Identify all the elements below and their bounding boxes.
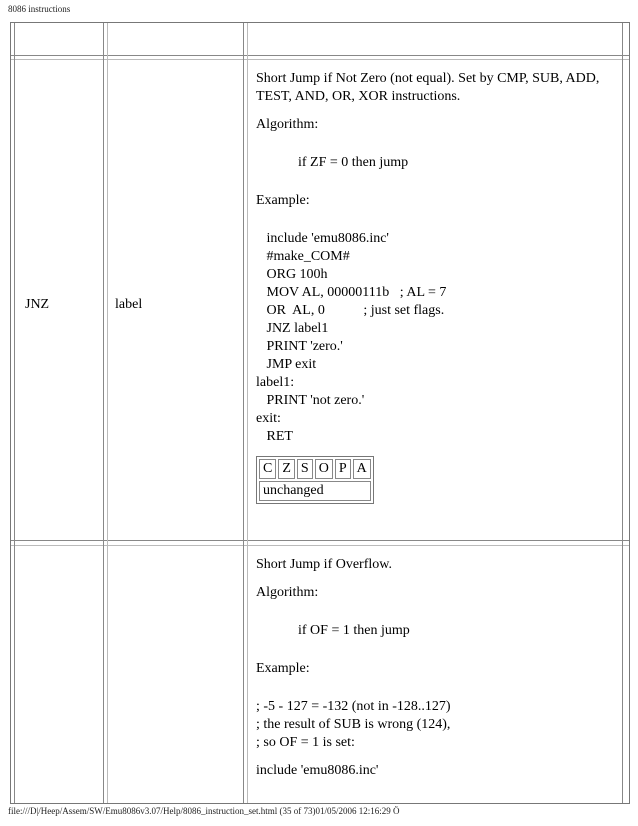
instruction-table (10, 22, 630, 804)
flags-table (256, 456, 374, 504)
column-divider (14, 23, 15, 803)
example-code: include 'emu8086.inc' #make_COM# ORG 100h MOV AL, 00000111b ; AL = 7 OR AL, 0 ; just set flags. JNZ label1 PRINT 'zero.' JMP exit label1: PRINT 'not zero.' exit: RET (256, 231, 447, 444)
example-label: Example: (256, 193, 310, 208)
flag-parity: P (335, 459, 351, 479)
flag-auxiliary: A (353, 459, 371, 479)
flag-carry: C (259, 459, 276, 479)
instruction-description (256, 70, 616, 504)
algorithm-text: if OF = 1 then jump (298, 623, 410, 638)
algorithm-text: if ZF = 0 then jump (298, 155, 409, 170)
flag-sign: S (297, 459, 313, 479)
column-divider (622, 23, 623, 803)
instruction-description (256, 556, 616, 780)
algorithm-label: Algorithm: (256, 117, 319, 132)
example-code: ; -5 - 127 = -132 (not in -128..127) ; the result of SUB is wrong (124), ; so OF = 1 is set: (256, 699, 451, 750)
description-text: Short Jump if Not Zero (not equal). Set by CMP, SUB, ADD, TEST, AND, OR, XOR instructions. (256, 71, 600, 104)
flags-state: unchanged (259, 481, 371, 501)
description-text: Short Jump if Overflow. (256, 557, 392, 572)
instruction-mnemonic: JNZ (25, 297, 50, 312)
algorithm-label: Algorithm: (256, 585, 319, 600)
instruction-operand: label (115, 297, 143, 312)
flag-overflow: O (315, 459, 333, 479)
page-footer: file:///D|/Heep/Assem/SW/Emu8086v3.07/Help/8086_instruction_set.html (35 of 73)01/05/2006 12:16:29 Ö (8, 806, 400, 816)
example-code: include 'emu8086.inc' (256, 763, 379, 778)
column-divider (247, 23, 248, 803)
page-header: 8086 instructions (8, 4, 71, 14)
column-divider (243, 23, 244, 803)
column-divider (103, 23, 104, 803)
flag-zero: Z (278, 459, 295, 479)
column-divider (107, 23, 108, 803)
example-label: Example: (256, 661, 310, 676)
